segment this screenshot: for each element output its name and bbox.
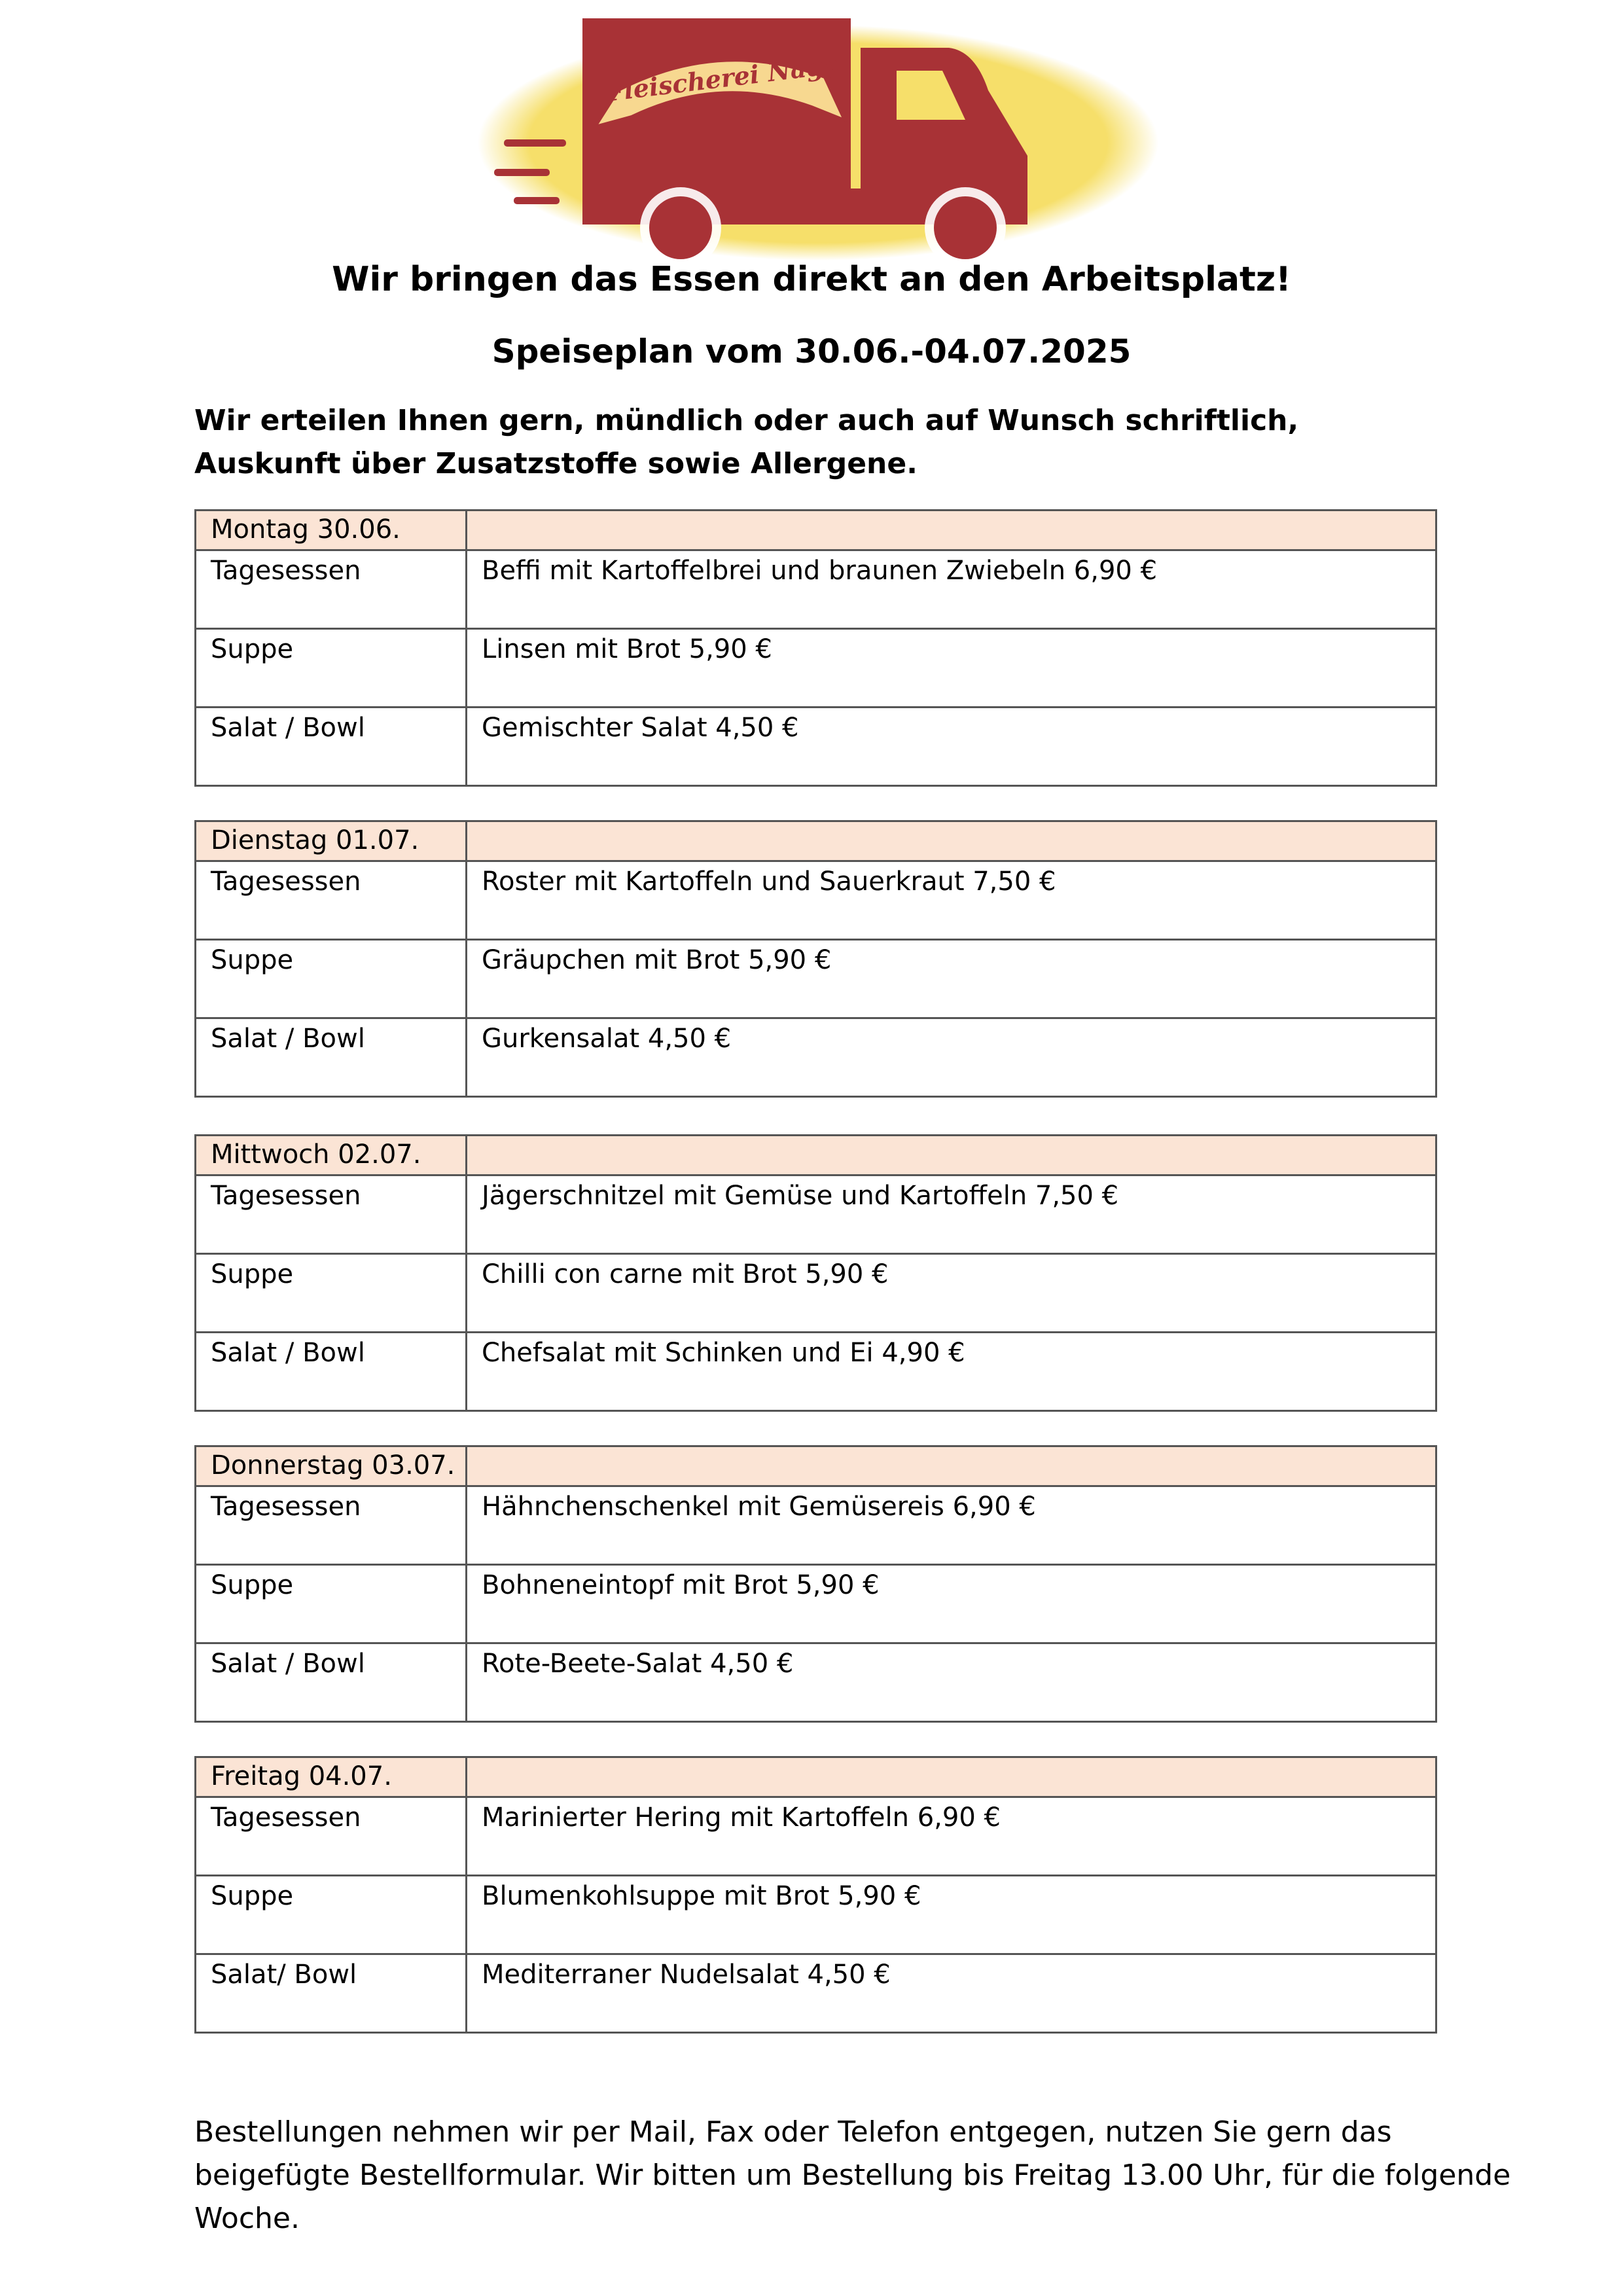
table-row (196, 1331, 1435, 1410)
table-row (196, 1485, 1435, 1564)
meal-category: Tagesessen (196, 1798, 467, 1874)
table-row (196, 1953, 1435, 2032)
meal-category: Salat / Bowl (196, 1333, 467, 1410)
meal-dish: Gurkensalat 4,50 € (482, 1024, 732, 1054)
table-row (196, 939, 1435, 1017)
meal-category: Suppe (196, 1566, 467, 1642)
table-row (196, 1017, 1435, 1096)
day-header-row (196, 1758, 1435, 1796)
day-table-monday (194, 509, 1437, 787)
table-row (196, 1874, 1435, 1953)
company-logo (478, 12, 1158, 267)
table-row (196, 1796, 1435, 1874)
meal-dish: Blumenkohlsuppe mit Brot 5,90 € (482, 1881, 921, 1911)
day-header-empty (467, 1758, 1435, 1796)
meal-category: Salat / Bowl (196, 1644, 467, 1721)
meal-category: Suppe (196, 630, 467, 706)
meal-dish: Rote-Beete-Salat 4,50 € (482, 1649, 794, 1679)
meal-dish: Bohneneintopf mit Brot 5,90 € (482, 1570, 880, 1600)
meal-dish: Linsen mit Brot 5,90 € (482, 634, 772, 664)
day-label: Dienstag 01.07. (196, 822, 467, 860)
table-row (196, 706, 1435, 785)
day-label: Freitag 04.07. (196, 1758, 467, 1796)
meal-dish: Marinierter Hering mit Kartoffeln 6,90 € (482, 1803, 1001, 1833)
meal-category: Tagesessen (196, 1176, 467, 1253)
table-row (196, 549, 1435, 628)
allergen-info (194, 399, 1503, 486)
table-row (196, 1564, 1435, 1642)
meal-dish: Chefsalat mit Schinken und Ei 4,90 € (482, 1338, 965, 1368)
allergen-info-line: Wir erteilen Ihnen gern, mündlich oder auch auf Wunsch schriftlich, (194, 404, 1299, 437)
logo-brand-text: Fleischerei Nagy (604, 49, 840, 107)
delivery-truck-icon (478, 12, 1158, 267)
day-header-row (196, 1136, 1435, 1174)
day-table-thursday (194, 1445, 1437, 1723)
day-table-wednesday (194, 1134, 1437, 1412)
meal-category: Salat / Bowl (196, 1019, 467, 1096)
day-label: Mittwoch 02.07. (196, 1136, 467, 1174)
day-table-tuesday (194, 820, 1437, 1098)
day-header-row (196, 1447, 1435, 1485)
order-info-line: Bestellungen nehmen wir per Mail, Fax oder Telefon entgegen, nutzen Sie gern das (194, 2115, 1392, 2149)
meal-dish: Gräupchen mit Brot 5,90 € (482, 945, 832, 975)
table-row (196, 1642, 1435, 1721)
day-header-row (196, 511, 1435, 549)
meal-category: Tagesessen (196, 551, 467, 628)
meal-category: Tagesessen (196, 1487, 467, 1564)
table-row (196, 1253, 1435, 1331)
order-info-line: Woche. (194, 2202, 300, 2235)
meal-dish: Mediterraner Nudelsalat 4,50 € (482, 1960, 891, 1990)
meal-dish: Beffi mit Kartoffelbrei und braunen Zwiebeln 6,90 € (482, 556, 1158, 586)
day-label: Donnerstag 03.07. (196, 1447, 467, 1485)
meal-category: Suppe (196, 941, 467, 1017)
page-title: Speiseplan vom 30.06.-04.07.2025 (491, 332, 1132, 370)
day-header-empty (467, 1136, 1435, 1174)
meal-dish: Jägerschnitzel mit Gemüse und Kartoffeln 7,50 € (482, 1181, 1119, 1211)
table-row (196, 860, 1435, 939)
meal-dish: Roster mit Kartoffeln und Sauerkraut 7,50 € (482, 867, 1056, 897)
order-info (194, 2111, 1511, 2240)
meal-dish: Gemischter Salat 4,50 € (482, 713, 799, 743)
order-info-line: beigefügte Bestellformular. Wir bitten um Bestellung bis Freitag 13.00 Uhr, für die folgende (194, 2159, 1511, 2192)
day-header-row (196, 822, 1435, 860)
meal-category: Suppe (196, 1255, 467, 1331)
meal-category: Salat / Bowl (196, 708, 467, 785)
day-table-friday (194, 1756, 1437, 2034)
table-row (196, 628, 1435, 706)
allergen-info-line: Auskunft über Zusatzstoffe sowie Allergene. (194, 447, 918, 480)
slogan: Wir bringen das Essen direkt an den Arbeitsplatz! (332, 260, 1291, 299)
day-header-empty (467, 1447, 1435, 1485)
meal-category: Suppe (196, 1876, 467, 1953)
day-label: Montag 30.06. (196, 511, 467, 549)
table-row (196, 1174, 1435, 1253)
day-header-empty (467, 822, 1435, 860)
meal-dish: Hähnchenschenkel mit Gemüsereis 6,90 € (482, 1492, 1036, 1522)
meal-dish: Chilli con carne mit Brot 5,90 € (482, 1259, 889, 1289)
meal-category: Salat/ Bowl (196, 1955, 467, 2032)
meal-category: Tagesessen (196, 862, 467, 939)
day-header-empty (467, 511, 1435, 549)
